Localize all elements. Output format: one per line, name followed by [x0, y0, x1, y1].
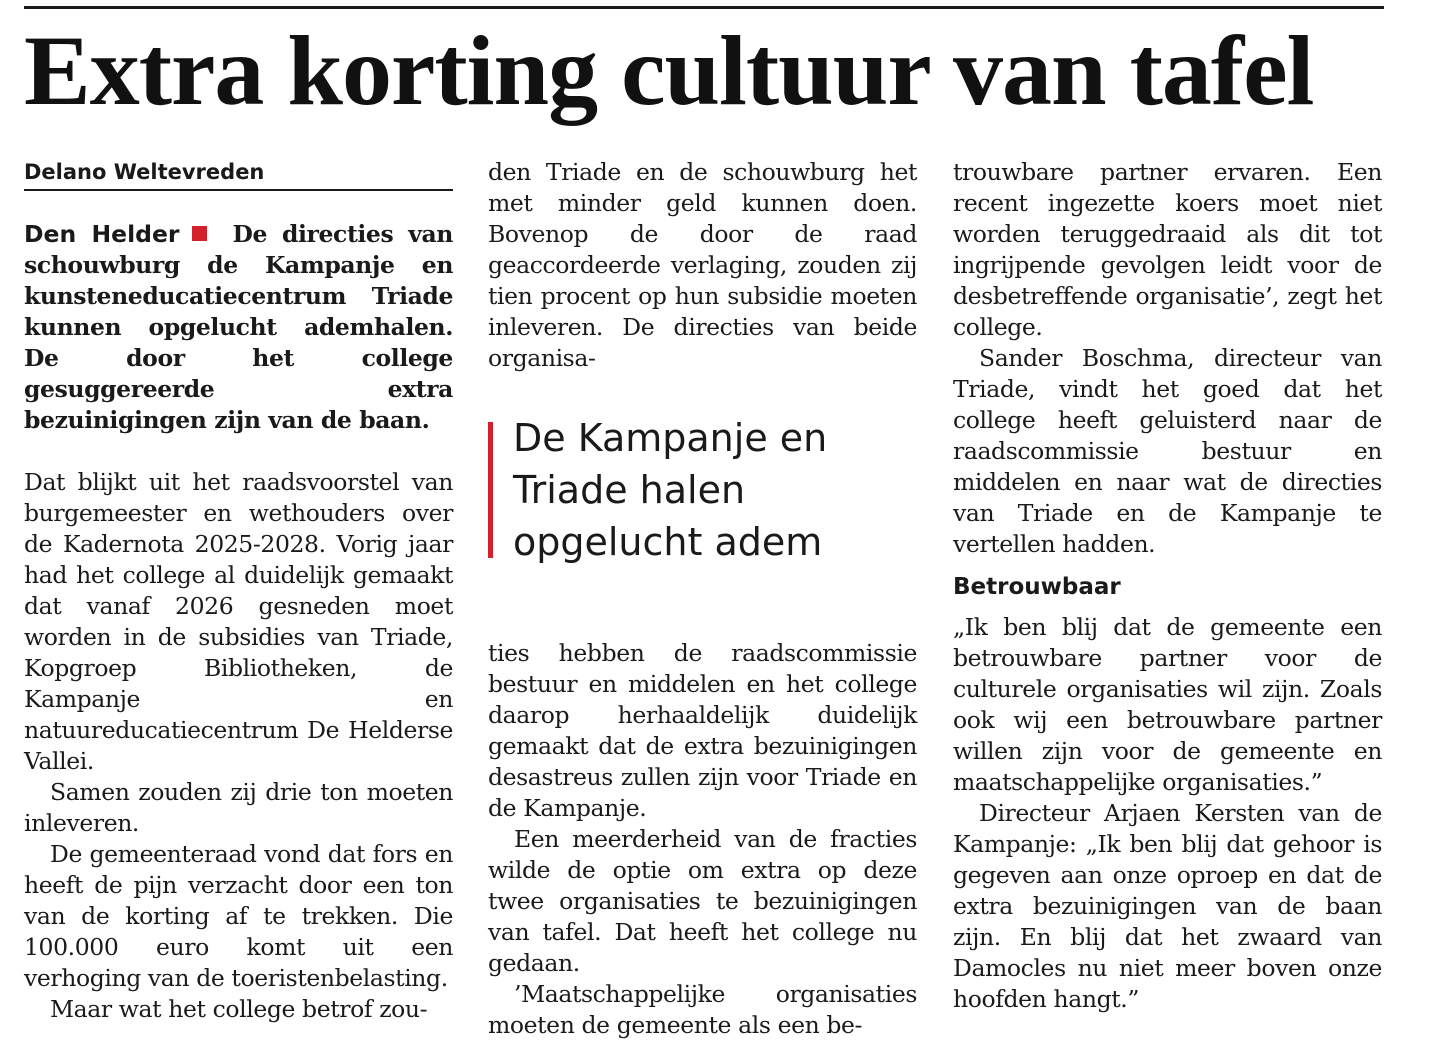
column-2	[488, 157, 917, 1041]
lead-text: De directies van schouwburg de Kampanje en kunsteneducatiecentrum Triade kunnen opgelucht ademhalen. De door het college gesuggereerde extra bezuinigingen zijn van de baan.	[24, 220, 453, 434]
pull-quote-line: Triade halen	[513, 468, 746, 512]
red-square-icon	[192, 226, 207, 241]
pull-quote	[488, 412, 917, 568]
paragraph-gap	[24, 436, 453, 467]
body-paragraph: De gemeenteraad vond dat fors en heeft de pijn verzacht door een ton van de korting af te trekken. Die 100.000 euro komt uit een verhoging van de toeristenbelasting.	[24, 840, 453, 992]
body-paragraph: den Triade en de schouwburg het met minder geld kunnen doen. Bovenop de door de raad geaccordeerde verlaging, zouden zij tien procent op hun subsidie moeten inleveren. De directies van beide organisa-	[488, 158, 917, 372]
body-paragraph: Sander Boschma, directeur van Triade, vindt het goed dat het college heeft geluisterd naar de raadscommissie bestuur en middelen en naar wat de directies van Triade en de Kampanje te vertellen hadden.	[953, 344, 1382, 558]
body-paragraph: Directeur Arjaen Kersten van de Kampanje: „Ik ben blij dat gehoor is gegeven aan onze oproep en dat de extra bezuinigingen van de baan zijn. En blij dat het zwaard van Damocles nu niet meer boven onze hoofden hangt.”	[953, 799, 1382, 1013]
column-3	[953, 157, 1382, 1015]
body-paragraph: Dat blijkt uit het raadsvoorstel van burgemeester en wethouders over de Kadernota 2025-2028. Vorig jaar had het college al duidelijk gemaakt dat vanaf 2026 gesneden moet worden in de subsidies van Triade, Kopgroep Bibliotheken, de Kampanje en natuureducatiecentrum De Helderse Vallei.	[24, 468, 453, 775]
dateline: Den Helder	[24, 220, 180, 248]
body-paragraph: Samen zouden zij drie ton moeten inleveren.	[24, 778, 453, 837]
body-paragraph: ties hebben de raadscommissie bestuur en middelen en het college daarop herhaaldelijk duidelijk gemaakt dat de extra bezuinigingen desastreus zullen zijn voor Triade en de Kampanje.	[488, 639, 917, 822]
lead-paragraph	[24, 219, 453, 436]
body-paragraph: Maar wat het college betrof zou-	[50, 995, 428, 1023]
byline: Delano Weltevreden	[24, 157, 453, 191]
pull-quote-line: opgelucht adem	[513, 520, 823, 564]
pull-quote-line: De Kampanje en	[513, 416, 828, 460]
pull-quote-bar	[488, 422, 493, 558]
body-paragraph: Een meerderheid van de fracties wilde de optie om extra op deze twee organisaties te bezuinigingen van tafel. Dat heeft het college nu gedaan.	[488, 825, 917, 977]
body-paragraph: „Ik ben blij dat de gemeente een betrouwbare partner voor de culturele organisaties wil zijn. Zoals ook wij een betrouwbare partner willen zijn voor de gemeente en maatschappelijke organisaties.”	[953, 613, 1382, 796]
body-paragraph: trouwbare partner ervaren. Een recent ingezette koers moet niet worden teruggedraaid als dit tot ingrijpende gevolgen leidt voor de desbetreffende organisatie’, zegt het college.	[953, 158, 1382, 341]
body-paragraph: ’Maatschappelijke organisaties moeten de gemeente als een be-	[488, 980, 917, 1039]
subheading: Betrouwbaar	[953, 574, 1121, 600]
column-1	[24, 157, 453, 1025]
headline: Extra korting cultuur van tafel	[24, 15, 1314, 126]
top-rule	[24, 6, 1384, 9]
